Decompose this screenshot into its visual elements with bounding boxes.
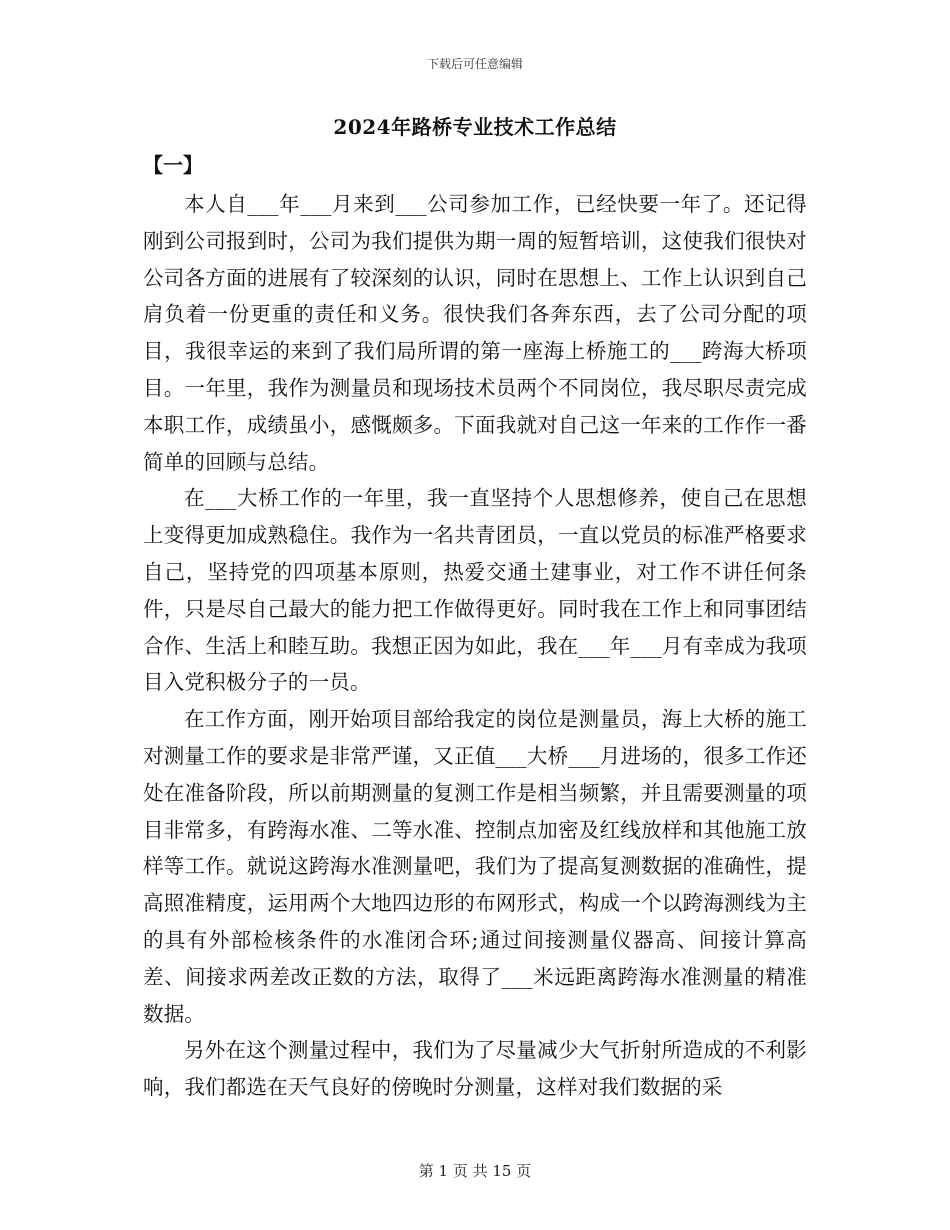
section-label: 【一】 — [143, 153, 203, 177]
document-title: 2024年路桥专业技术工作总结 — [333, 115, 617, 139]
page-footer: 第 1 页 共 15 页 — [418, 1162, 532, 1180]
paragraph-2: 在___大桥工作的一年里，我一直坚持个人思想修养，使自己在思想上变得更加成熟稳住。我作为一名共青团员，一直以党员的标准严格要求自己，坚持党的四项基本原则，热爱交通土建事业，对工作不讲任何条件，只是尽自己最大的能力把工作做得更好。同时我在工作上和同事团结合作、生活上和睦互助。我想正因为如此，我在___年___月有幸成为我项目入党积极分子的一员。 — [143, 486, 807, 695]
paragraph-1: 本人自___年___月来到___公司参加工作，已经快要一年了。还记得刚到公司报到时，公司为我们提供为期一周的短暂培训，这使我们很快对公司各方面的进展有了较深刻的认识，同时在思想上、工作上认识到自己肩负着一份更重的责任和义务。很快我们各奔东西，去了公司分配的项目，我很幸运的来到了我们局所谓的第一座海上桥施工的___跨海大桥项目。一年里，我作为测量员和现场技术员两个不同岗位，我尽职尽责完成本职工作，成绩虽小，感慨颇多。下面我就对自己这一年来的工作作一番简单的回顾与总结。 — [143, 192, 807, 474]
paragraph-4: 另外在这个测量过程中，我们为了尽量减少大气折射所造成的不利影响，我们都选在天气良好的傍晚时分测量，这样对我们数据的采 — [143, 1038, 807, 1100]
paragraph-3: 在工作方面，刚开始项目部给我定的岗位是测量员，海上大桥的施工对测量工作的要求是非常严谨，又正值___大桥___月进场的，很多工作还处在准备阶段，所以前期测量的复测工作是相当频繁，并且需要测量的项目非常多，有跨海水准、二等水准、控制点加密及红线放样和其他施工放样等工作。就说这跨海水准测量吧，我们为了提高复测数据的准确性，提高照准精度，运用两个大地四边形的布网形式，构成一个以跨海测线为主的具有外部检核条件的水准闭合环;通过间接测量仪器高、间接计算高差、间接求两差改正数的方法，取得了___米远距离跨海水准测量的精准数据。 — [143, 707, 807, 1026]
document-body — [143, 112, 807, 1106]
header-note: 下载后可任意编辑 — [426, 57, 523, 71]
